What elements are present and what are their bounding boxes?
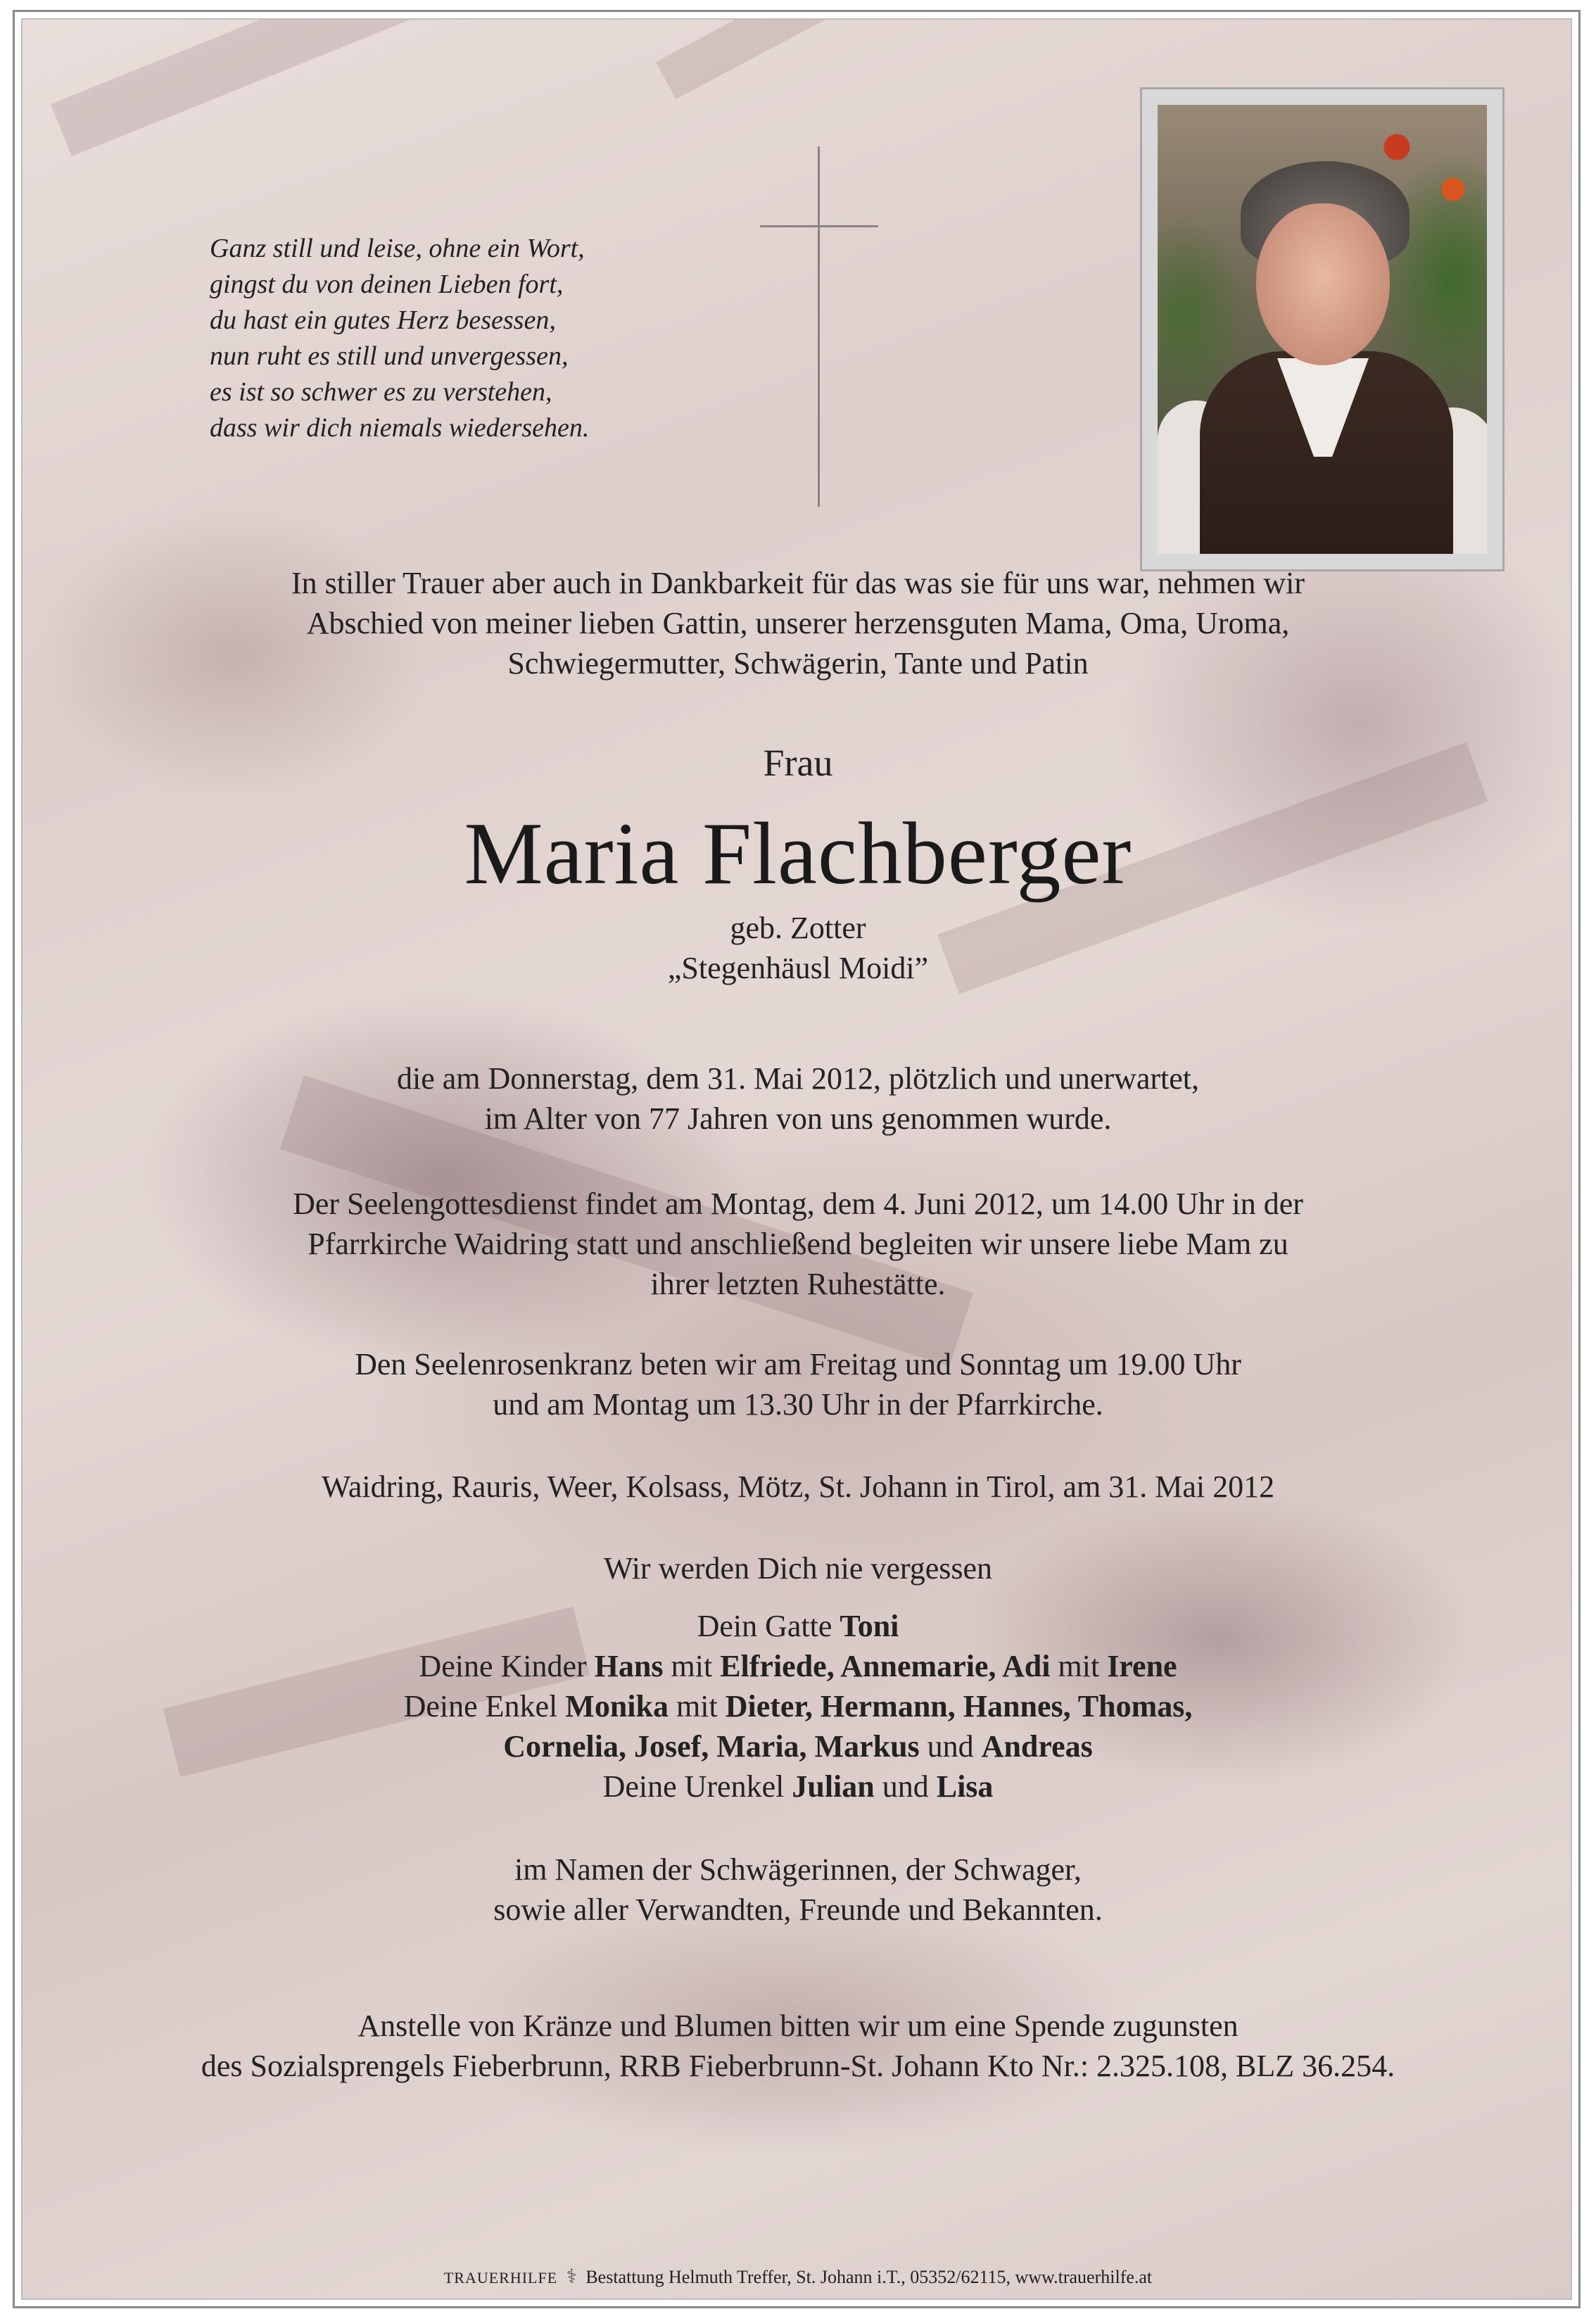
death-line: die am Donnerstag, dem 31. Mai 2012, plötzlich und unerwartet, [396,1061,1200,1096]
portrait-photo [1158,105,1487,554]
family-name: Dieter, Hermann, Hannes, Thomas, [725,1689,1193,1724]
family-label: Dein Gatte [697,1609,840,1643]
footer-brand: TRAUERHILFE [443,2269,558,2287]
poem-line: es ist so schwer es zu verstehen, [210,377,552,407]
portrait-frame [1140,87,1505,571]
angel-logo-icon: ⚕ [566,2266,577,2288]
family-label: Deine Urenkel [602,1769,792,1804]
donation-request [23,2006,1572,2086]
nickname: „Stegenhäusl Moidi” [667,951,929,985]
intro-line: In stiller Trauer aber auch in Dankbarkeit für das was sie für uns war, nehmen wir [291,566,1305,600]
name-details [23,908,1572,988]
family-name: Irene [1107,1649,1177,1683]
family-urenkel [23,1766,1572,1807]
cross-icon [818,146,820,507]
cross-icon [760,225,878,227]
poem-line: nun ruht es still und unvergessen, [210,341,569,371]
family-conj: mit [669,1689,726,1724]
footer [23,2265,1572,2291]
donation-line: Anstelle von Kränze und Blumen bitten wir um eine Spende zugunsten [357,2009,1239,2043]
poem-line: Ganz still und leise, ohne ein Wort, [210,234,585,263]
death-notice [23,1058,1572,1139]
family-conj: und [874,1769,937,1804]
family-list [23,1606,1572,1807]
family-name: Elfriede, Annemarie, Adi [720,1649,1051,1683]
family-kinder [23,1646,1572,1686]
family-conj: mit [1050,1649,1108,1683]
footer-text: Bestattung Helmuth Treffer, St. Johann i.T., 05352/62115, www.trauerhilfe.at [585,2267,1153,2287]
family-label: Deine Kinder [419,1649,595,1683]
birth-name: geb. Zotter [730,911,866,945]
family-name: Monika [565,1689,669,1724]
rosary-notice [23,1344,1572,1424]
family-enkel-cont [23,1726,1572,1766]
intro-line: Schwiegermutter, Schwägerin, Tante und Patin [507,646,1089,681]
relatives-line: im Namen der Schwägerinnen, der Schwager, [514,1852,1082,1887]
family-name: Julian [792,1769,875,1804]
never-forget: Wir werden Dich nie vergessen [603,1551,993,1586]
intro-line: Abschied von meiner lieben Gattin, unserer herzensguten Mama, Oma, Uroma, [306,606,1290,640]
intro-text [23,563,1572,683]
family-name: Andreas [981,1729,1093,1764]
deceased-name: Maria Flachberger [464,805,1132,903]
rosary-line: und am Montag um 13.30 Uhr in der Pfarrkirche. [493,1387,1103,1422]
relatives-line: sowie aller Verwandten, Freunde und Bekannten. [493,1892,1103,1927]
donation-line: des Sozialsprengels Fieberbrunn, RRB Fieberbrunn-St. Johann Kto Nr.: 2.325.108, BLZ 36.254. [201,2049,1395,2083]
family-enkel [23,1686,1572,1726]
relatives [23,1849,1572,1930]
place-date: Waidring, Rauris, Weer, Kolsass, Mötz, St. Johann in Tirol, am 31. Mai 2012 [321,1469,1275,1504]
family-conj: und [919,1729,982,1764]
family-name: Cornelia, Josef, Maria, Markus [503,1729,920,1764]
family-label: Deine Enkel [403,1689,566,1724]
death-line: im Alter von 77 Jahren von uns genommen wurde. [484,1101,1112,1136]
background-landscape [21,18,1572,2300]
salutation: Frau [763,742,833,784]
portrait-detail [1256,203,1390,365]
service-line: Der Seelengottesdienst findet am Montag, dem 4. Juni 2012, um 14.00 Uhr in der [293,1187,1303,1221]
family-gatte [23,1606,1572,1646]
poem-line: gingst du von deinen Lieben fort, [210,270,564,299]
rosary-line: Den Seelenrosenkranz beten wir am Freitag und Sonntag um 19.00 Uhr [355,1347,1241,1381]
poem-line: dass wir dich niemals wiedersehen. [210,413,590,443]
service-notice [23,1184,1572,1304]
landscape-shadow [51,18,528,156]
landscape-shadow [656,18,1049,99]
family-conj: mit [663,1649,721,1683]
poem [210,231,702,446]
poem-line: du hast ein gutes Herz besessen, [210,305,556,335]
family-name: Lisa [936,1769,994,1804]
family-name: Hans [594,1649,664,1683]
family-name: Toni [840,1609,899,1643]
service-line: Pfarrkirche Waidring statt und anschließend begleiten wir unsere liebe Mam zu [308,1227,1288,1261]
service-line: ihrer letzten Ruhestätte. [650,1267,946,1301]
